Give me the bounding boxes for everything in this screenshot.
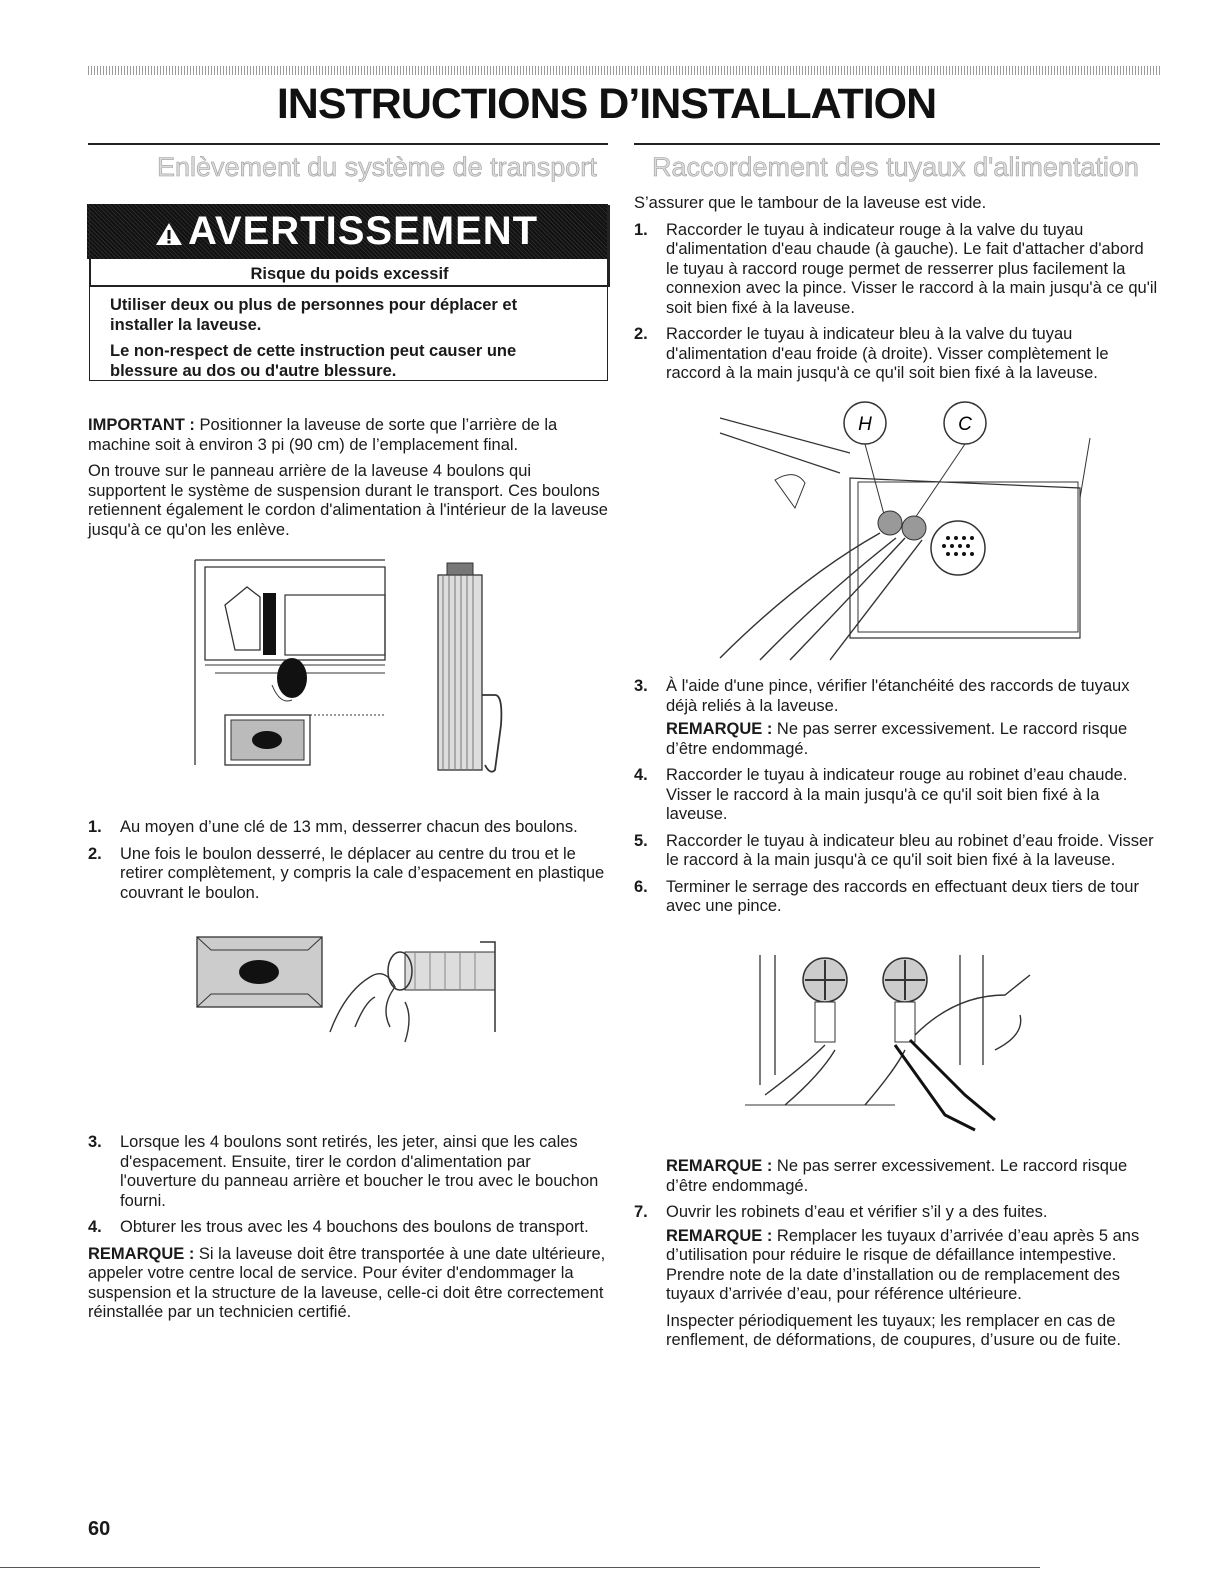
- important-label: IMPORTANT :: [88, 416, 195, 434]
- important-paragraph: [88, 416, 608, 455]
- hose-connection-illustration: [700, 398, 1090, 660]
- intro-paragraph: On trouve sur le panneau arrière de la laveuse 4 boulons qui supportent le système de suspension durant le transport. Ces boulons retiennent également le cordon d'alimentation à l'intérieur de la laveuse jusqu'à ce qu'on les enlève.: [88, 462, 608, 539]
- rear-panel-illustration: [185, 555, 505, 780]
- cold-label: C: [958, 414, 972, 435]
- bottom-rule: [0, 1567, 1040, 1568]
- page-title: INSTRUCTIONS D’INSTALLATION: [276, 80, 937, 128]
- right-section-rule: [634, 143, 1160, 145]
- left-step-2: 2. Une fois le boulon desserré, le déplacer au centre du trou et le retirer complètement, y compris la cale d’espacement en plastique couvrant le boulon.: [88, 844, 605, 902]
- warning-bottom-rule: [89, 380, 608, 381]
- warning-triangle-icon: [155, 222, 183, 246]
- hot-label: H: [858, 414, 872, 435]
- right-step-4: 4. Raccorder le tuyau à indicateur rouge au robinet d’eau chaude. Visser le raccord à la main jusqu'à ce qu'il soit bien fixé à la laveuse.: [634, 766, 1128, 823]
- pliers-tightening-illustration: [745, 955, 1045, 1145]
- page-number: 60: [88, 1518, 111, 1540]
- right-step-6: 6. Terminer le serrage des raccords en effectuant deux tiers de tour avec une pince.: [634, 877, 1139, 915]
- right-step-5: 5. Raccorder le tuyau à indicateur bleu au robinet d’eau froide. Visser le raccord à la main jusqu'à ce qu'il soit bien fixé à la laveuse.: [634, 831, 1154, 869]
- right-step-7-note: REMARQUE : Remplacer les tuyaux d’arrivée d’eau après 5 ans d’utilisation pour réduire le risque de défaillance intempestive. Prendre note de la date d’installation ou de remplacement des tuyaux d’arrivée d’eau, pour référence ultérieure.: [666, 1226, 1140, 1303]
- right-intro: S’assurer que le tambour de la laveuse est vide.: [634, 194, 987, 212]
- warning-line-1: Utiliser deux ou plus de personnes pour déplacer et installer la laveuse.: [110, 296, 518, 334]
- left-section-title: Enlèvement du système de transport: [157, 152, 597, 182]
- right-step-1: 1. Raccorder le tuyau à indicateur rouge à la valve du tuyau d'alimentation d'eau chaude (à gauche). Le fait d'attacher d'abord le tuyau à raccord rouge permet de resserrer plus facilement la connexion avec la pince. Visser le raccord à la main jusqu'à ce qu'il soit bien fixé à la laveuse.: [634, 220, 1158, 317]
- bolt-removal-illustration: [195, 932, 505, 1050]
- warning-title: AVERTISSEMENT: [188, 209, 539, 253]
- right-step-2: 2. Raccorder le tuyau à indicateur bleu à la valve du tuyau d'alimentation d'eau froide (à droite). Visser complètement le raccord à la main jusqu'à ce qu'il soit bien fixé à la laveuse.: [634, 325, 1109, 382]
- important-text: Positionner la laveuse de sorte que l’arrière de la machine soit à environ 3 pi (90 cm) de l’emplacement final.: [88, 416, 558, 454]
- warning-line-2: Le non-respect de cette instruction peut causer une blessure au dos ou d'autre blessure.: [110, 342, 517, 380]
- left-step-3: 3. Lorsque les 4 boulons sont retirés, les jeter, ainsi que les cales d'espacement. Ensuite, tirer le cordon d'alimentation par l'ouverture du panneau arrière et boucher le trou avec le bouchon fourni.: [88, 1133, 599, 1210]
- header-pattern-bar: [88, 66, 1160, 75]
- left-section-rule: [88, 143, 608, 145]
- inspect-paragraph: Inspecter périodiquement les tuyaux; les remplacer en cas de renflement, de déformations, de coupures, d’usure ou de fuite.: [666, 1311, 1121, 1349]
- left-step-4: 4. Obturer les trous avec les 4 bouchons des boulons de transport.: [88, 1218, 589, 1236]
- right-section-title: Raccordement des tuyaux d'alimentation: [652, 152, 1139, 182]
- right-note-2: REMARQUE : Ne pas serrer excessivement. Le raccord risque d’être endommagé.: [666, 1157, 1128, 1195]
- left-step-1: 1. Au moyen d’une clé de 13 mm, desserrer chacun des boulons.: [88, 818, 578, 836]
- right-step-3-note: REMARQUE : Ne pas serrer excessivement. Le raccord risque d’être endommagé.: [666, 720, 1128, 758]
- warning-risk: Risque du poids excessif: [250, 265, 449, 283]
- left-note: REMARQUE : Si la laveuse doit être transportée à une date ultérieure, appeler votre centre local de service. Pour éviter d'endommager la suspension et la structure de la laveuse, celle-ci doit être correctement réinstallée par un technicien certifié.: [88, 1244, 606, 1321]
- right-step-3: 3. À l'aide d'une pince, vérifier l'étanchéité des raccords de tuyaux déjà reliés à la laveuse. REMARQUE : Ne pas serrer excessivement. Le raccord risque d’être endommagé.: [634, 677, 1160, 759]
- right-step-7: 7. Ouvrir les robinets d’eau et vérifier s’il y a des fuites. REMARQUE : Remplacer les tuyaux d’arrivée d’eau après 5 ans d’utilisation pour réduire le risque de défaillance intempestive. Prendre note de la date d’installation ou de remplacement des tuyaux d’arrivée d’eau, pour référence ultérieure. Inspecter périodiquement les tuyaux; les remplacer en cas de renflement, de déformations, de coupures, d’usure ou de fuite.: [634, 1203, 1160, 1351]
